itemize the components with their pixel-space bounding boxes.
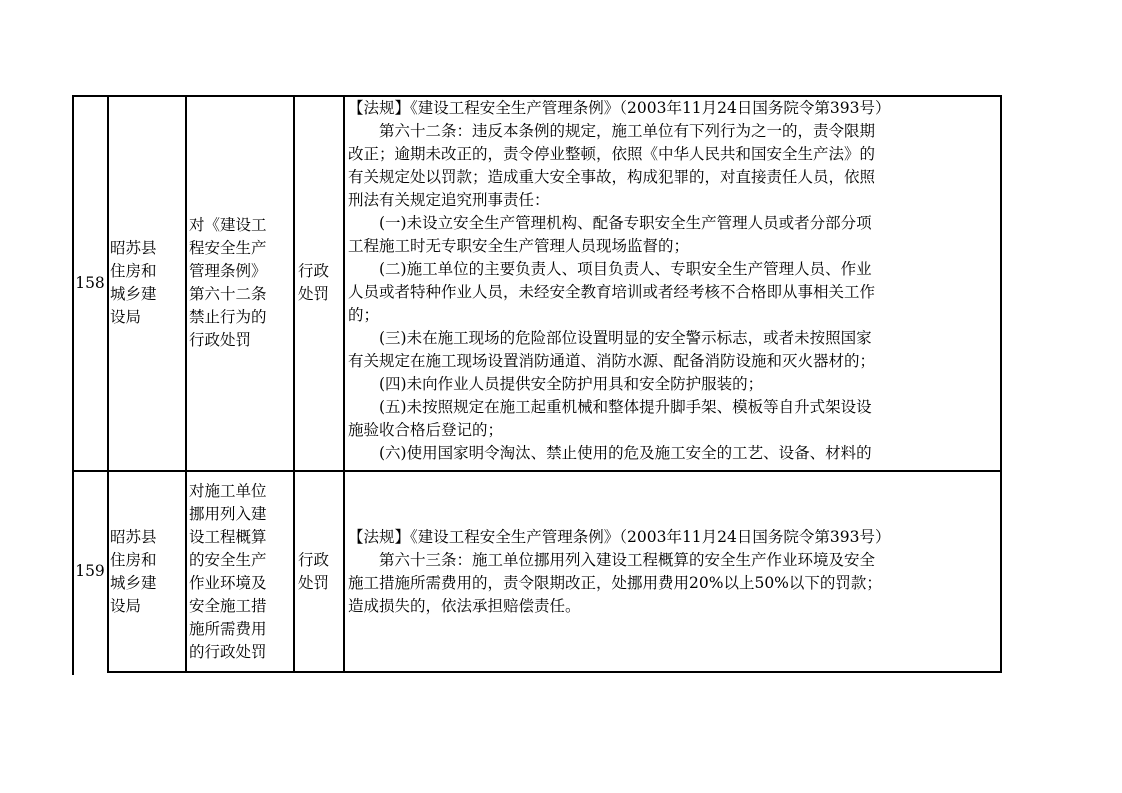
column-divider-1 [107, 95, 109, 673]
legal-basis-line: (六)使用国家明令淘汰、禁止使用的危及施工安全的工艺、设备、材料的 [348, 444, 872, 462]
department-line: 住房和 [110, 550, 157, 569]
item-name-cell [189, 96, 292, 470]
department-line: 昭苏县 [110, 239, 157, 257]
item-name-line: 施所需费用 [189, 619, 267, 638]
legal-basis-line: (三)未在施工现场的危险部位设置明显的安全警示标志，或者未按照国家 [348, 329, 872, 347]
column-divider-3 [293, 95, 295, 673]
item-name-line: 的行政处罚 [189, 642, 267, 661]
item-name-line: 管理条例》 [189, 262, 267, 280]
legal-basis-line: 【法规】《建设工程安全生产管理条例》（2003年11月24日国务院令第393号） [348, 527, 891, 546]
table-border-bottom [107, 671, 1002, 673]
legal-basis-cell [348, 472, 998, 671]
legal-basis-line: (四)未向作业人员提供安全防护用具和安全防护服装的； [348, 375, 764, 393]
item-name-line: 第六十二条 [189, 285, 267, 303]
row-index [73, 96, 107, 470]
legal-basis-line: 造成损失的，依法承担赔偿责任。 [348, 596, 581, 615]
item-name-line: 对《建设工 [189, 216, 267, 234]
department-cell [110, 472, 184, 671]
item-name-line: 禁止行为的 [189, 308, 267, 326]
item-name-line: 安全施工措 [189, 596, 267, 615]
legal-basis-line: 有关规定在施工现场设置消防通道、消防水源、配备消防设施和灭火器材的； [348, 352, 876, 370]
penalty-type-line: 行政 [298, 550, 330, 569]
department-line: 住房和 [110, 262, 157, 280]
item-name-line: 设工程概算 [189, 527, 267, 546]
department-cell [110, 96, 184, 470]
item-name-line: 作业环境及 [189, 573, 267, 592]
legal-basis-line: 改正；逾期未改正的，责令停业整顿，依照《中华人民共和国安全生产法》的 [348, 145, 876, 163]
legal-basis-line: 第六十二条：违反本条例的规定，施工单位有下列行为之一的，责令限期 [348, 122, 876, 140]
legal-basis-line: (五)未按照规定在施工起重机械和整体提升脚手架、模板等自升式架设设 [348, 398, 872, 416]
legal-basis-cell [348, 97, 998, 469]
row-index-text: 158 [75, 273, 105, 292]
row-index [73, 472, 107, 671]
legal-basis-line: 第六十三条：施工单位挪用列入建设工程概算的安全生产作业环境及安全 [348, 550, 876, 569]
item-name-cell [189, 472, 292, 671]
column-divider-4 [343, 95, 345, 673]
column-divider-2 [185, 95, 187, 673]
department-line: 设局 [110, 308, 142, 326]
penalty-type-line: 行政 [298, 262, 330, 280]
item-name-line: 挪用列入建 [189, 504, 267, 523]
table-border-right [1000, 95, 1002, 673]
penalty-type-cell [298, 472, 342, 671]
penalty-type-line: 处罚 [298, 573, 330, 592]
legal-basis-line: 的； [348, 306, 380, 324]
legal-basis-line: (一)未设立安全生产管理机构、配备专职安全生产管理人员或者分部分项 [348, 214, 872, 232]
row-index-text: 159 [75, 562, 105, 580]
legal-basis-line: 人员或者特种作业人员，未经安全教育培训或者经考核不合格即从事相关工作 [348, 283, 876, 301]
legal-basis-line: 工程施工时无专职安全生产管理人员现场监督的； [348, 237, 690, 255]
department-line: 城乡建 [110, 285, 157, 303]
item-name-line: 行政处罚 [189, 331, 252, 349]
department-line: 设局 [110, 596, 142, 615]
penalty-type-cell [298, 96, 342, 470]
item-name-line: 程安全生产 [189, 239, 267, 257]
legal-basis-line: (二)施工单位的主要负责人、项目负责人、专职安全生产管理人员、作业 [348, 260, 872, 278]
department-line: 昭苏县 [110, 527, 157, 546]
item-name-line: 对施工单位 [189, 481, 267, 500]
department-line: 城乡建 [110, 573, 157, 592]
legal-basis-line: 施验收合格后登记的； [348, 421, 504, 439]
legal-basis-line: 刑法有关规定追究刑事责任： [348, 191, 550, 209]
legal-basis-line: 施工措施所需费用的，责令限期改正，处挪用费用20%以上50%以下的罚款； [348, 573, 882, 592]
legal-basis-line: 【法规】《建设工程安全生产管理条例》（2003年11月24日国务院令第393号） [348, 99, 891, 117]
legal-basis-line: 有关规定处以罚款；造成重大安全事故，构成犯罪的，对直接责任人员，依照 [348, 168, 876, 186]
item-name-line: 的安全生产 [189, 550, 267, 569]
penalty-type-line: 处罚 [298, 285, 330, 303]
